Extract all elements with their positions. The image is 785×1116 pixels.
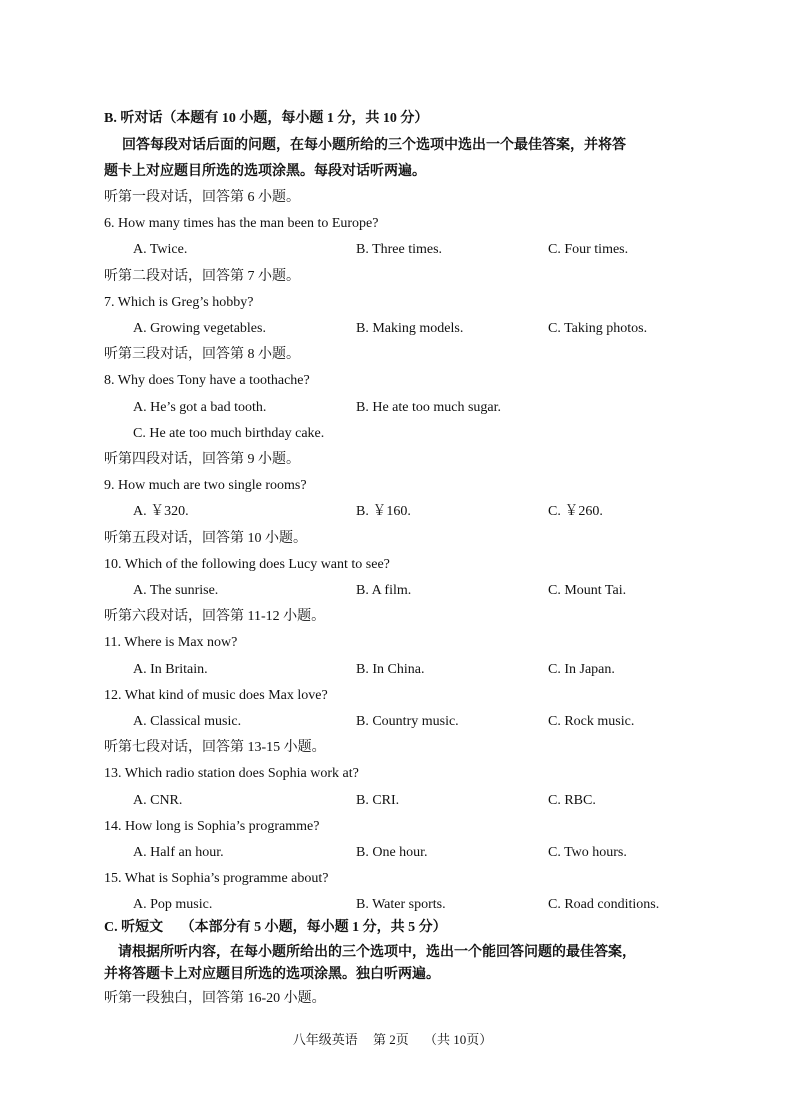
option-a: A. Growing vegetables. xyxy=(133,321,266,336)
section-c-heading: C. 听短文 （本部分有 5 小题，每小题 1 分，共 5 分） xyxy=(104,920,447,935)
footer-page: 第 2页 xyxy=(372,1032,409,1047)
footer-total: （共 10页） xyxy=(424,1032,493,1047)
option-b: B. Making models. xyxy=(356,321,464,336)
question-text: 11. Where is Max now? xyxy=(104,635,238,651)
option-c: C. Taking photos. xyxy=(548,321,648,336)
option-b: B. CRI. xyxy=(356,792,400,808)
question-text: 15. What is Sophia’s programme about? xyxy=(104,871,329,887)
question-text: 7. Which is Greg’s hobby? xyxy=(104,294,254,310)
footer-subject: 八年级英语 xyxy=(292,1032,358,1047)
option-b: B. Water sports. xyxy=(356,897,446,913)
option-c: C. Mount Tai. xyxy=(548,583,627,598)
option-a: A. Pop music. xyxy=(133,897,213,913)
option-b: B. A film. xyxy=(356,583,412,598)
section-c-instruction-line1: 请根据所听内容，在每小题所给出的三个选项中，选出一个能回答问题的最佳答案， xyxy=(118,945,636,960)
listening-cue: 听第一段对话，回答第 6 小题。 xyxy=(104,190,300,205)
option-b: B. In China. xyxy=(356,661,425,677)
option-a: A. Twice. xyxy=(133,242,188,258)
option-c: C. ￥260. xyxy=(548,504,603,520)
question-text: 8. Why does Tony have a toothache? xyxy=(104,373,310,389)
option-c: C. Rock music. xyxy=(548,714,635,729)
option-a: A. Classical music. xyxy=(133,714,242,729)
option-a: A. He’s got a bad tooth. xyxy=(133,399,267,415)
option-b: B. ￥160. xyxy=(356,504,411,520)
option-a: A. CNR. xyxy=(133,792,183,808)
question-text: 14. How long is Sophia’s programme? xyxy=(104,818,320,834)
section-c-cue: 听第一段独白，回答第 16-20 小题。 xyxy=(104,991,326,1006)
section-b-instruction-line1: 回答每段对话后面的问题，在每小题所给的三个选项中选出一个最佳答案，并将答 xyxy=(122,138,626,153)
option-c: C. Four times. xyxy=(548,242,629,258)
listening-cue: 听第三段对话，回答第 8 小题。 xyxy=(104,347,300,363)
listening-cue: 听第七段对话，回答第 13-15 小题。 xyxy=(104,740,326,756)
listening-cue: 听第六段对话，回答第 11-12 小题。 xyxy=(104,609,326,625)
listening-cue: 听第四段对话，回答第 9 小题。 xyxy=(104,452,300,467)
question-text: 13. Which radio station does Sophia work at? xyxy=(104,766,359,782)
option-a: A. ￥320. xyxy=(133,504,189,520)
question-text: 10. Which of the following does Lucy want to see? xyxy=(104,556,390,572)
listening-cue: 听第五段对话，回答第 10 小题。 xyxy=(104,530,307,546)
option-c: C. RBC. xyxy=(548,792,596,808)
option-b: B. He ate too much sugar. xyxy=(356,399,502,415)
option-c: C. Two hours. xyxy=(548,845,627,860)
option-c: C. In Japan. xyxy=(548,661,615,677)
option-a: A. Half an hour. xyxy=(133,845,224,860)
option-a: A. In Britain. xyxy=(133,661,208,677)
section-b-instruction-line2: 题卡上对应题目所选的选项涂黑。每段对话听两遍。 xyxy=(104,164,426,179)
option-c: C. He ate too much birthday cake. xyxy=(133,425,325,441)
question-text: 9. How much are two single rooms? xyxy=(104,478,307,494)
listening-cue: 听第二段对话，回答第 7 小题。 xyxy=(104,268,300,284)
option-b: B. Country music. xyxy=(356,714,459,729)
question-text: 6. How many times has the man been to Europe? xyxy=(104,216,379,232)
option-b: B. Three times. xyxy=(356,242,443,258)
section-c-instruction-line2: 并将答题卡上对应题目所选的选项涂黑。独白听两遍。 xyxy=(104,967,440,982)
option-c: C. Road conditions. xyxy=(548,897,660,913)
question-text: 12. What kind of music does Max love? xyxy=(104,687,328,703)
option-a: A. The sunrise. xyxy=(133,583,219,598)
page-footer xyxy=(0,1029,785,1048)
section-b-heading: B. 听对话（本题有 10 小题，每小题 1 分，共 10 分） xyxy=(104,111,429,126)
option-b: B. One hour. xyxy=(356,845,428,860)
